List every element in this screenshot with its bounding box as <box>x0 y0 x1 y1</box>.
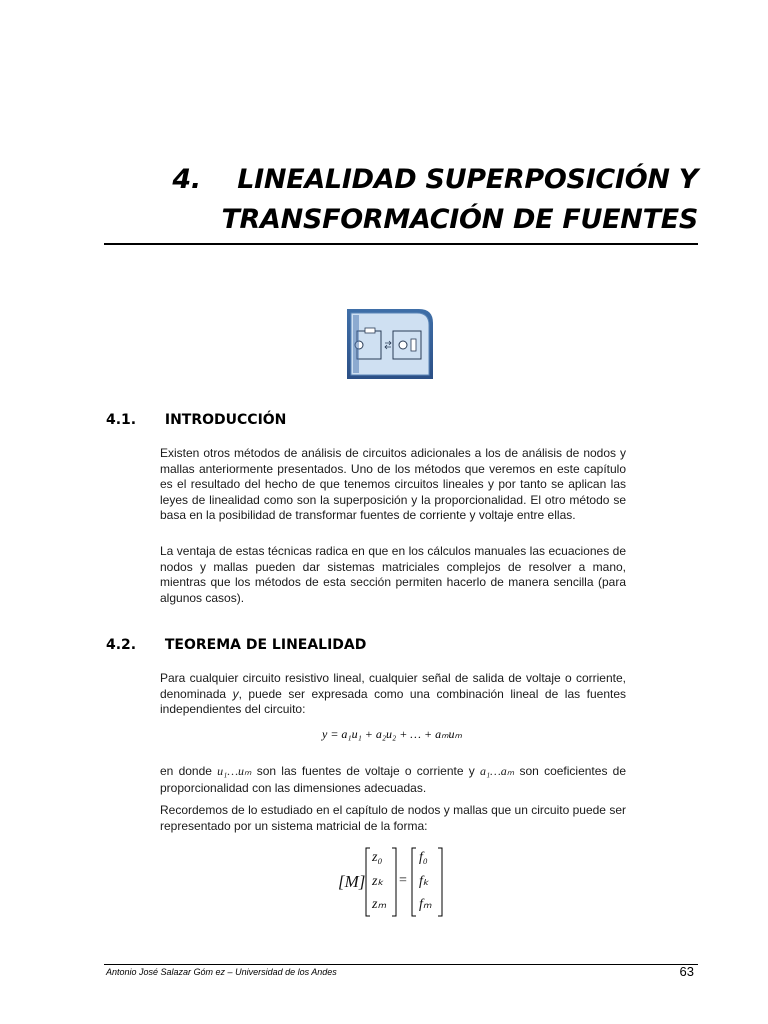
section-number: 4.2. <box>106 637 137 653</box>
vector-z-m: zₘ <box>372 897 387 912</box>
page-number: 63 <box>679 964 694 979</box>
chapter-circuit-icon <box>347 309 433 379</box>
vector-z-0: z₀ <box>372 850 383 865</box>
text-run: son coeficientes de proporcionalidad con las dimensiones adecuadas. <box>160 764 627 795</box>
linealidad-paragraph-1 <box>160 671 626 718</box>
chapter-title-rule <box>104 243 698 245</box>
matrix-m: [M] <box>338 872 366 891</box>
intro-paragraph-2: La ventaja de estas técnicas radica en que en los cálculos manuales las ecuaciones de nodos y mallas pueden dar sistemas matriciales complejos de resolver a mano, mientras que los métodos de esta sección permiten hacerlo de manera sencilla (para algunos casos). <box>160 544 626 605</box>
text-run: en donde <box>160 764 218 778</box>
chapter-title-line-1: 4. LINEALIDAD SUPERPOSICIÓN Y <box>172 164 698 195</box>
intro-paragraph-1: Existen otros métodos de análisis de circuitos adicionales a los de análisis de nodos y mallas anteriormente presentados. Uno de los métodos que veremos en este capítulo es el resultado del hecho de que tenemos circuitos lineales y por tanto se aplican las leyes de linealidad como son la superposición y la proporcionalidad. El otro método se basa en la posibilidad de transformar fuentes de corriente y voltaje entre ellas. <box>160 446 626 522</box>
footer-rule <box>104 964 698 965</box>
section-heading-teorema-linealidad <box>106 637 366 653</box>
coefficients-notation: a₁…aₘ <box>479 764 515 778</box>
footer-author: Antonio José Salazar Góm ez – Universidad de los Andes <box>106 967 337 977</box>
vector-z-k: zₖ <box>372 874 384 889</box>
text-run: son las fuentes de voltaje o corriente y <box>251 764 480 778</box>
matrix-equation <box>338 846 448 918</box>
linearity-equation: y = a₁u₁ + a₂u₂ + … + aₘuₘ <box>322 727 463 741</box>
linealidad-paragraph-3: Recordemos de lo estudiado en el capítulo de nodos y mallas que un circuito puede ser representado por un sistema matricial de la forma: <box>160 803 626 833</box>
vector-f-0: f₀ <box>419 850 428 865</box>
text-run: Para cualquier circuito resistivo lineal, cualquier señal de salida de voltaje o corriente, denominada <box>160 671 626 701</box>
section-heading-introduccion <box>106 412 286 428</box>
linealidad-paragraph-2 <box>160 763 626 797</box>
variable-y: y <box>232 686 239 701</box>
circuit-illustration-icon <box>347 309 433 379</box>
section-title: TEOREMA DE LINEALIDAD <box>164 637 367 653</box>
vector-f-k: fₖ <box>419 874 429 889</box>
section-number: 4.1. <box>106 412 137 428</box>
sources-notation: u₁…uₘ <box>217 764 252 778</box>
section-title: INTRODUCCIÓN <box>164 412 287 428</box>
chapter-title <box>98 160 698 240</box>
equals-sign: = <box>399 873 407 888</box>
text-run: , puede ser expresada como una combinación lineal de las fuentes independientes del circuito: <box>160 686 626 716</box>
chapter-title-line-2: TRANSFORMACIÓN DE FUENTES <box>221 204 698 235</box>
vector-f-m: fₘ <box>419 897 432 912</box>
